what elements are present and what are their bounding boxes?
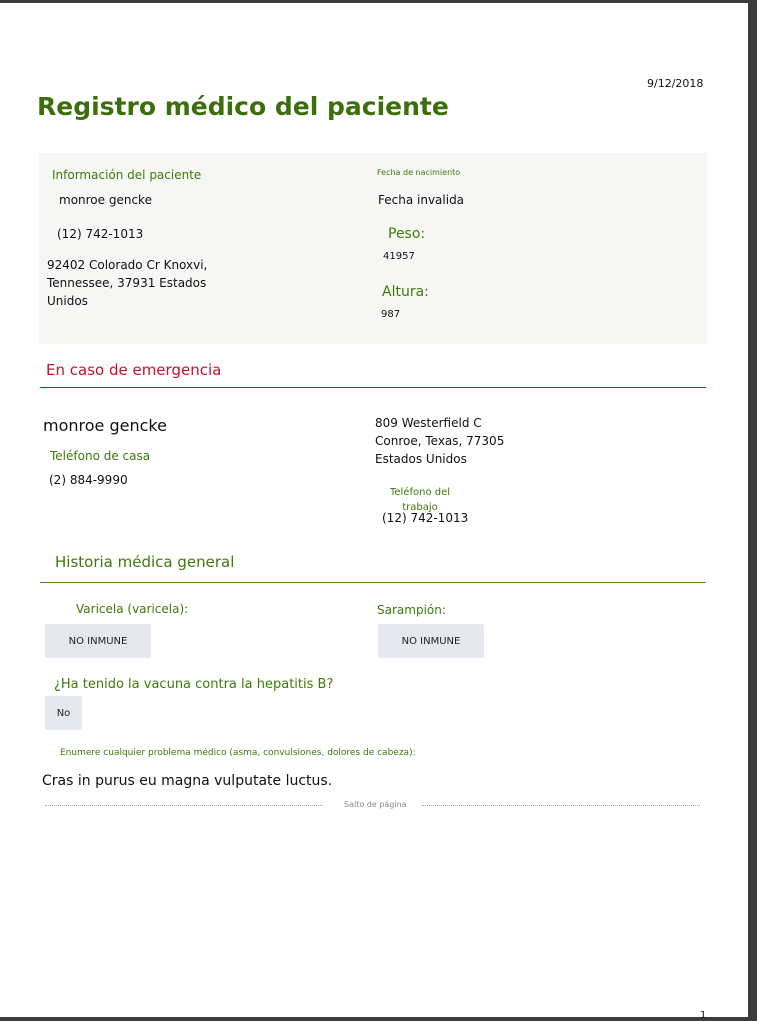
dob-label: Fecha de nacimiento <box>377 168 461 177</box>
emergency-divider <box>40 387 706 388</box>
window-frame-right <box>748 0 757 1021</box>
page-number: 1 <box>700 1010 707 1021</box>
emergency-heading: En caso de emergencia <box>46 361 222 379</box>
document-date: 9/12/2018 <box>647 77 704 90</box>
window-frame-top <box>0 0 757 3</box>
history-heading: Historia médica general <box>55 553 235 571</box>
patient-address: 92402 Colorado Cr Knoxvi, Tennessee, 37931 Estados Unidos <box>47 258 208 308</box>
weight-value: 41957 <box>383 251 415 262</box>
height-label: Altura: <box>382 284 429 300</box>
page-break-rule-left <box>45 805 323 806</box>
history-divider <box>40 582 706 583</box>
weight-label: Peso: <box>388 226 426 242</box>
page-title: Registro médico del paciente <box>37 92 449 121</box>
sarampion-status[interactable]: NO INMUNE <box>378 624 484 658</box>
varicela-status[interactable]: NO INMUNE <box>45 624 151 658</box>
patient-info-label: Información del paciente <box>52 168 202 182</box>
varicela-label: Varicela (varicela): <box>76 602 189 616</box>
hepb-question: ¿Ha tenido la vacuna contra la hepatitis B? <box>54 677 334 692</box>
sarampion-label: Sarampión: <box>377 603 446 617</box>
home-phone-value: (2) 884-9990 <box>49 473 128 487</box>
problems-label: Enumere cualquier problema médico (asma, convulsiones, dolores de cabeza): <box>60 748 416 758</box>
emergency-contact-name: monroe gencke <box>43 416 167 435</box>
page-break-rule-right <box>422 805 700 806</box>
window-frame-bottom <box>0 1017 757 1021</box>
page-break-label: Salto de página <box>344 800 407 809</box>
work-phone-value: (12) 742-1013 <box>382 511 469 525</box>
emergency-address: 809 Westerfield C Conroe, Texas, 77305 Estados Unidos <box>375 416 505 466</box>
hepb-answer[interactable]: No <box>45 696 82 730</box>
height-value: 987 <box>381 309 401 320</box>
home-phone-label: Teléfono de casa <box>50 449 151 463</box>
problems-value: Cras in purus eu magna vulputate luctus. <box>42 773 333 789</box>
dob-value: Fecha invalida <box>378 193 465 207</box>
work-phone-label: Teléfono del trabajo <box>389 487 451 513</box>
patient-name: monroe gencke <box>59 193 152 207</box>
patient-phone: (12) 742-1013 <box>57 227 144 241</box>
